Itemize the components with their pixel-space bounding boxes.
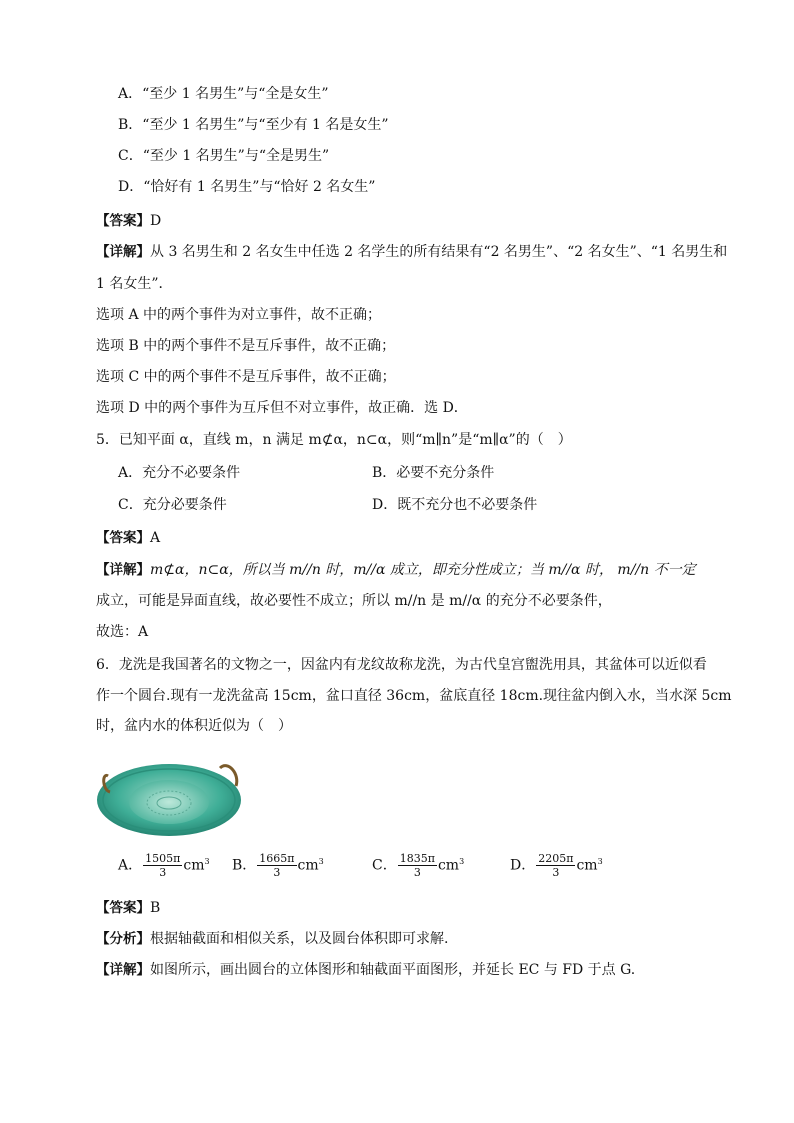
- detail-text: 如图所示，画出圆台的立体图形和轴截面平面图形，并延长 EC 与 FD 于点 G.: [150, 962, 636, 978]
- answer-tag: 【答案】: [96, 530, 150, 546]
- q4-option-d: D．“恰好有 1 名男生”与“恰好 2 名女生”: [118, 179, 376, 195]
- option-label: D．: [510, 857, 536, 874]
- fraction-numerator: 2205π: [538, 852, 574, 866]
- option-label: C．: [372, 857, 397, 874]
- answer-tag: 【答案】: [96, 213, 150, 229]
- q5-option-d: D．既不充分也不必要条件: [372, 497, 538, 513]
- detail-tag: 【详解】: [96, 244, 150, 260]
- option-label: A．: [118, 857, 143, 874]
- q4-detail-line-3: 选项 A 中的两个事件为对立事件，故不正确；: [96, 307, 382, 323]
- unit: cm: [297, 857, 319, 874]
- q4-answer: [96, 211, 161, 231]
- q4-option-b: B．“至少 1 名男生”与“至少有 1 名是女生”: [118, 117, 389, 133]
- unit-exponent: 3: [318, 857, 324, 866]
- fraction: [143, 852, 182, 879]
- q6-option-d: [510, 852, 603, 879]
- q6-analysis: [96, 929, 448, 949]
- q5-answer: [96, 528, 160, 548]
- q5-option-c: C．充分必要条件: [118, 497, 227, 513]
- q5-detail-line-1: [96, 560, 696, 580]
- dragon-basin-photo: [96, 752, 242, 842]
- fraction: [536, 852, 575, 879]
- q6-detail: [96, 960, 635, 980]
- fraction-numerator: 1665π: [259, 852, 295, 866]
- q5-detail-line-3: 故选：A: [96, 624, 149, 640]
- unit: cm: [183, 857, 205, 874]
- analysis-tag: 【分析】: [96, 931, 150, 947]
- fraction-denominator: 3: [273, 866, 281, 880]
- detail-tag: 【详解】: [96, 562, 150, 578]
- q6-stem-line-2: 作一个圆台.现有一龙洗盆高 15cm，盆口直径 36cm，盆底直径 18cm.现往盆内倒入水，当水深 5cm: [96, 688, 732, 704]
- detail-text: 从 3 名男生和 2 名女生中任选 2 名学生的所有结果有“2 名男生”、“2 名女生”、“1 名男生和: [150, 244, 728, 260]
- q4-detail-line-6: 选项 D 中的两个事件为互斥但不对立事件，故正确．选 D．: [96, 400, 468, 416]
- fraction-numerator: 1835π: [399, 852, 435, 866]
- q4-option-a: A．“至少 1 名男生”与“全是女生”: [118, 86, 329, 102]
- unit-exponent: 3: [597, 857, 603, 866]
- fraction-denominator: 3: [552, 866, 560, 880]
- answer-value: B: [150, 900, 161, 916]
- q5-option-a: A．充分不必要条件: [118, 465, 241, 481]
- unit: cm: [576, 857, 598, 874]
- fraction-numerator: 1505π: [145, 852, 181, 866]
- unit-exponent: 3: [204, 857, 210, 866]
- unit: cm: [437, 857, 460, 874]
- q4-option-c: C．“至少 1 名男生”与“全是男生”: [118, 148, 330, 164]
- unit-exponent: 3: [459, 857, 465, 866]
- fraction: [257, 852, 296, 879]
- q5-detail-line-2: 成立，可能是异面直线，故必要性不成立；所以 m//n 是 m//α 的充分不必要条件，: [96, 593, 612, 609]
- detail-tag: 【详解】: [96, 962, 150, 978]
- q6-stem-line-3: 时，盆内水的体积近似为（ ）: [96, 718, 292, 734]
- q6-option-b: [232, 852, 324, 879]
- answer-value: A: [150, 530, 161, 546]
- answer-tag: 【答案】: [96, 900, 150, 916]
- option-label: B．: [232, 857, 257, 874]
- fraction-denominator: 3: [413, 866, 421, 880]
- detail-text: m⊄α，n⊂α，所以当 m//n 时，m//α 成立，即充分性成立；当 m//α 时， m//n 不一定: [150, 562, 696, 578]
- q6-stem-line-1: 6．龙洗是我国著名的文物之一，因盆内有龙纹故称龙洗，为古代皇宫盥洗用具，其盆体可以近似看: [96, 657, 707, 673]
- fraction: [398, 852, 437, 879]
- analysis-text: 根据轴截面和相似关系，以及圆台体积即可求解.: [150, 931, 449, 947]
- q5-option-b: B．必要不充分条件: [372, 465, 495, 481]
- fraction-denominator: 3: [159, 866, 167, 880]
- q4-detail-line-2: 1 名女生”．: [96, 276, 173, 292]
- q6-option-c: [372, 852, 464, 879]
- answer-value: D: [150, 213, 162, 229]
- q6-answer: [96, 898, 160, 918]
- q4-detail-line-5: 选项 C 中的两个事件不是互斥事件，故不正确；: [96, 369, 396, 385]
- q4-detail-line-4: 选项 B 中的两个事件不是互斥事件，故不正确；: [96, 338, 396, 354]
- q4-detail-line-1: [96, 242, 727, 262]
- q6-option-a: [118, 852, 210, 879]
- q5-stem: 5．已知平面 α，直线 m，n 满足 m⊄α，n⊂α，则“m∥n”是“m∥α”的（ ）: [96, 432, 572, 448]
